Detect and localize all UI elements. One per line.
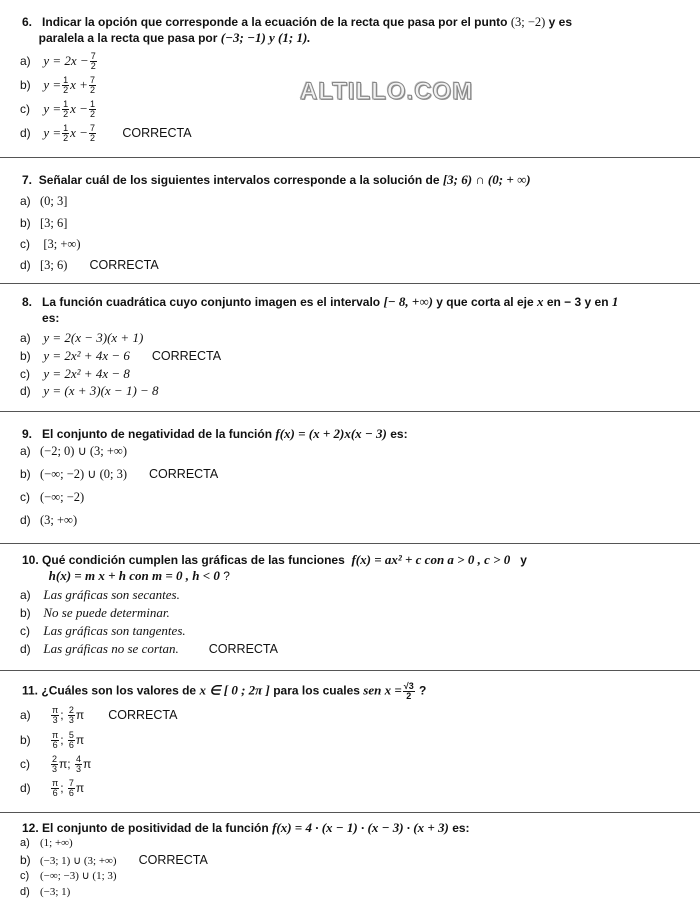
question-6-option-b: b) y = $\frac{1}{2}$ x + $\frac{7}{2}$	[20, 75, 95, 96]
question-9-option-b: b) (−∞; −2) ∪ (0; 3) CORRECTA	[20, 467, 219, 481]
question-11-option-c: c) $\frac{2}{3}$ π; $\frac{4}{3}$ π	[20, 754, 92, 775]
question-6-option-c: c) y = $\frac{1}{2}$ x − $\frac{1}{2}$	[20, 99, 95, 120]
question-10-stem: 10. Qué condición cumplen las gráficas de las funciones f(x) = ax² + c con a > 0 , c > 0 y h(x) = m x + h con m = 0 , h < 0 ?	[22, 552, 527, 583]
question-11-option-a: a) $\frac{\pi}{3}$ ; $\frac{2}{3}$ π CORRECTA	[20, 705, 178, 726]
watermark: ALTILLO.COM	[300, 78, 474, 105]
question-12-option-b: b) (−3; 1) ∪ (3; +∞) CORRECTA	[20, 853, 208, 867]
divider	[0, 411, 700, 412]
question-8-option-c: c) y = 2x² + 4x − 8	[20, 366, 130, 381]
divider	[0, 283, 700, 284]
question-8-option-b: b) y = 2x² + 4x − 6 CORRECTA	[20, 348, 222, 363]
question-7-option-a: a) (0; 3]	[20, 194, 68, 208]
divider	[0, 812, 700, 813]
question-12-option-d: d) (−3; 1)	[20, 886, 71, 898]
question-7-stem: 7. Señalar cuál de los siguientes intervalos corresponde a la solución de [3; 6) ∩ (0; + ∞)	[22, 172, 531, 187]
question-12-option-a: a) (1; +∞)	[20, 837, 73, 849]
question-12-stem: 12. El conjunto de positividad de la función f(x) = 4 · (x − 1) · (x − 3) · (x + 3) es:	[22, 820, 470, 835]
question-6-option-d: d) y = $\frac{1}{2}$ x − $\frac{7}{2}$ CORRECTA	[20, 123, 192, 144]
question-9-stem: 9. El conjunto de negatividad de la función f(x) = (x + 2)x(x − 3) es:	[22, 426, 408, 441]
question-12-option-c: c) (−∞; −3) ∪ (1; 3)	[20, 870, 117, 882]
question-11-stem: 11. ¿Cuáles son los valores de x ∈ [ 0 ; 2π ] para los cuales sen x = $\frac{√3}{2}$ ?	[22, 681, 427, 701]
question-10-option-b: b) No se puede determinar.	[20, 605, 170, 620]
question-8-stem: 8. La función cuadrática cuyo conjunto imagen es el intervalo [− 8, +∞) y que corta al eje x en − 3 y en 1 es:	[22, 294, 619, 325]
question-10-option-c: c) Las gráficas son tangentes.	[20, 623, 186, 638]
question-9-option-d: d) (3; +∞)	[20, 513, 78, 527]
question-11-option-b: b) $\frac{\pi}{6}$ ; $\frac{5}{6}$ π	[20, 730, 85, 751]
divider	[0, 157, 700, 158]
question-10-option-a: a) Las gráficas son secantes.	[20, 587, 180, 602]
correct-tag: CORRECTA	[122, 126, 192, 140]
question-11-option-d: d) $\frac{\pi}{6}$ ; $\frac{7}{6}$ π	[20, 778, 85, 799]
divider	[0, 670, 700, 671]
divider	[0, 543, 700, 544]
question-7-option-b: b) [3; 6]	[20, 216, 68, 230]
question-10-option-d: d) Las gráficas no se cortan. CORRECTA	[20, 641, 278, 656]
question-8-option-d: d) y = (x + 3)(x − 1) − 8	[20, 383, 159, 398]
question-6-stem: 6. Indicar la opción que corresponde a la ecuación de la recta que pasa por el punto (3; −2) y es paralela a la recta que pasa por (−3; −1) y (1; 1).	[22, 15, 573, 45]
question-6-option-a: a) y = 2x − $\frac{7}{2}$	[20, 51, 96, 72]
question-7-option-c: c) [3; +∞)	[20, 237, 81, 251]
question-9-option-a: a) (−2; 0) ∪ (3; +∞)	[20, 444, 128, 458]
question-9-option-c: c) (−∞; −2)	[20, 490, 85, 504]
question-8-option-a: a) y = 2(x − 3)(x + 1)	[20, 330, 144, 345]
question-7-option-d: d) [3; 6) CORRECTA	[20, 258, 159, 272]
